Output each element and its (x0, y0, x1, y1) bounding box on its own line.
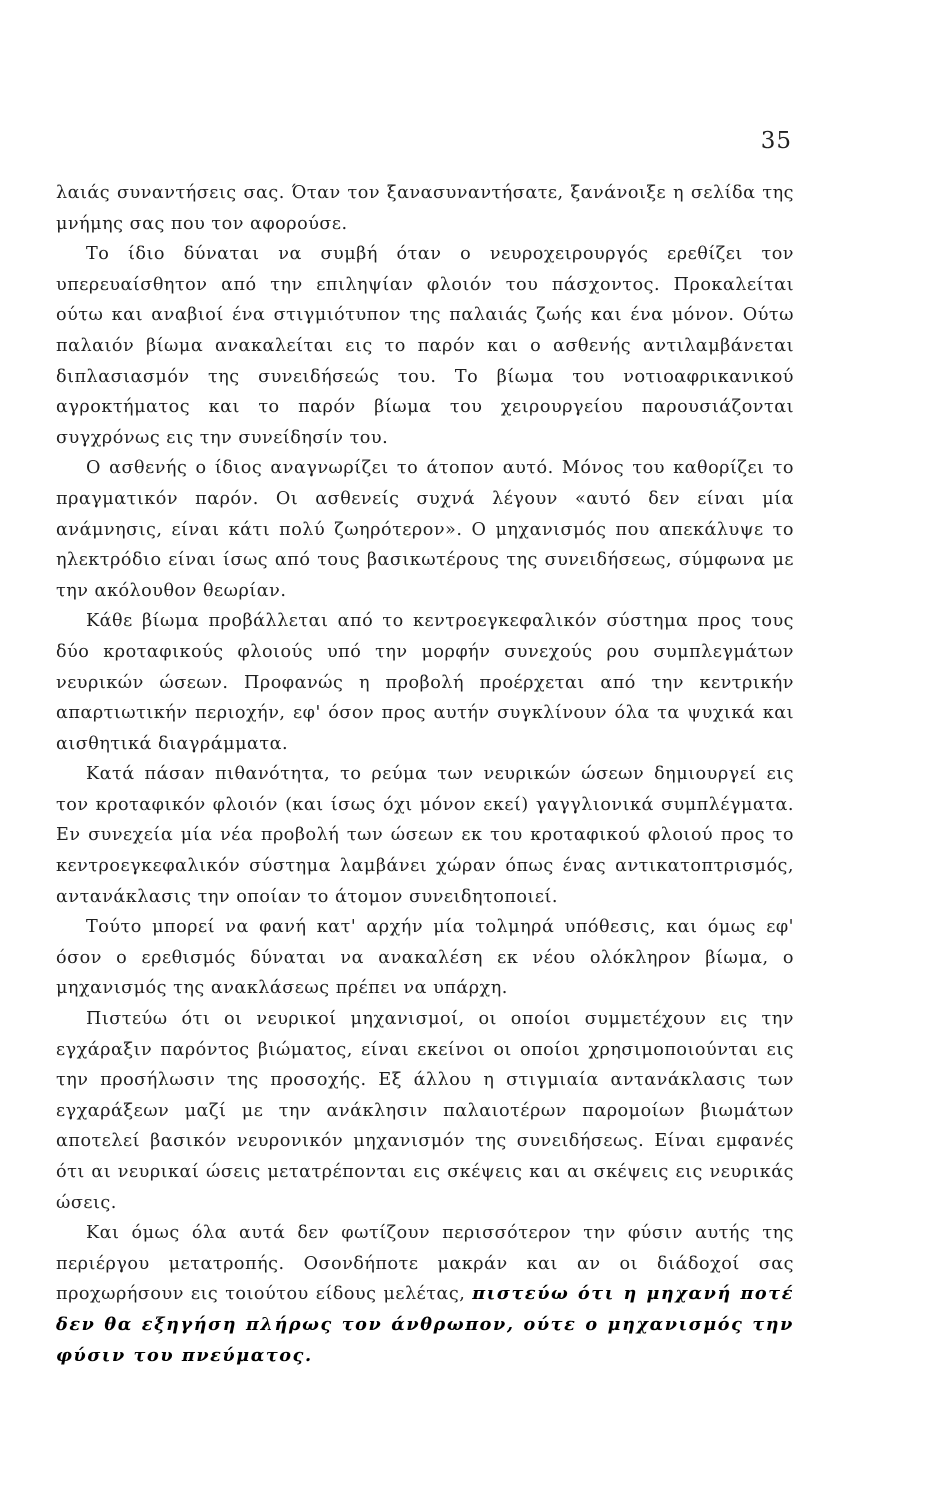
paragraph: Ο ασθενής ο ίδιος αναγνωρίζει το άτοπον αυτό. Μόνος του καθορίζει το πραγματικόν παρόν. Οι ασθενείς συχνά λέγουν «αυτό δεν είναι μία ανάμνησις, είναι κάτι πολύ ζωηρότερον». Ο μηχανισμός που απεκάλυψε το ηλεκτρόδιο είναι ίσως από τους βασικωτέρους της συνειδήσεως, σύμφωνα με την ακόλουθον θεωρίαν. (56, 458, 794, 601)
emphasized-conclusion: πιστεύω ότι η μηχανή ποτέ δεν θα εξηγήση πλήρως τον άνθρωπον, ούτε ο μηχανισμός την φύσιν του πνεύματος. (56, 1283, 794, 1366)
paragraph: λαιάς συναντήσεις σας. Όταν τον ξανασυναντήσατε, ξανάνοιξε η σελίδα της μνήμης σας που τον αφορούσε. (56, 183, 794, 234)
closing-paragraph-text: Και όμως όλα αυτά δεν φωτίζουν περισσότερον την φύσιν αυτής της περιέργου μετατροπής. Οσονδήποτε μακράν και αν οι διάδοχοί σας προχωρήσουν εις τοιούτου είδους μελέτας, (56, 1223, 794, 1305)
paragraph: Κατά πάσαν πιθανότητα, το ρεύμα των νευρικών ώσεων δημιουργεί εις τον κροταφικόν φλοιόν (και ίσως όχι μόνον εκεί) γαγγλιονικά συμπλέγματα. Εν συνεχεία μία νέα προβολή των ώσεων εκ του κροταφικού φλοιού προς το κεντροεγκεφαλικόν σύστημα λαμβάνει χώραν όπως ένας αντικατοπτρισμός, αντανάκλασις την οποίαν το άτομον συνειδητοποιεί. (56, 764, 794, 907)
closing-paragraph (56, 1218, 794, 1371)
paragraph: Τούτο μπορεί να φανή κατ' αρχήν μία τολμηρά υπόθεσις, και όμως εφ' όσον ο ερεθισμός δύναται να ανακαλέση εκ νέου ολόκληρον βίωμα, ο μηχανισμός της ανακλάσεως πρέπει να υπάρχη. (56, 917, 794, 999)
paragraph: Κάθε βίωμα προβάλλεται από το κεντροεγκεφαλικόν σύστημα προς τους δύο κροταφικούς φλοιούς υπό την μορφήν συνεχούς ρου συμπλεγμάτων νευρικών ώσεων. Προφανώς η προβολή προέρχεται από την κεντρικήν απαρτιωτικήν περιοχήν, εφ' όσον προς αυτήν συγκλίνουν όλα τα ψυχικά και αισθητικά διαγράμματα. (56, 611, 794, 754)
page-number: 35 (760, 128, 792, 154)
paragraph: Το ίδιο δύναται να συμβή όταν ο νευροχειρουργός ερεθίζει τον υπερευαίσθητον από την επιληψίαν φλοιόν του πάσχοντος. Προκαλείται ούτω και αναβιοί ένα στιγμιότυπον της παλαιάς ζωής και ένα μόνον. Ούτω παλαιόν βίωμα ανακαλείται εις το παρόν και ο ασθενής αντιλαμβάνεται διπλασιασμόν της συνειδήσεώς του. Το βίωμα του νοτιοαφρικανικού αγροκτήματος και το παρόν βίωμα του χειρουργείου παρουσιάζονται συγχρόνως εις την συνείδησίν του. (56, 244, 794, 448)
body-text (56, 178, 794, 1371)
paragraph: Πιστεύω ότι οι νευρικοί μηχανισμοί, οι οποίοι συμμετέχουν εις την εγχάραξιν παρόντος βιώματος, είναι εκείνοι οι οποίοι χρησιμοποιούνται εις την προσήλωσιν της προσοχής. Εξ άλλου η στιγμιαία αντανάκλασις των εγχαράξεων μαζί με την ανάκλησιν παλαιοτέρων παρομοίων βιωμάτων αποτελεί βασικόν νευρονικόν μηχανισμόν της συνειδήσεως. Είναι εμφανές ότι αι νευρικαί ώσεις μετατρέπονται εις σκέψεις και αι σκέψεις εις νευρικάς ώσεις. (56, 1009, 794, 1213)
